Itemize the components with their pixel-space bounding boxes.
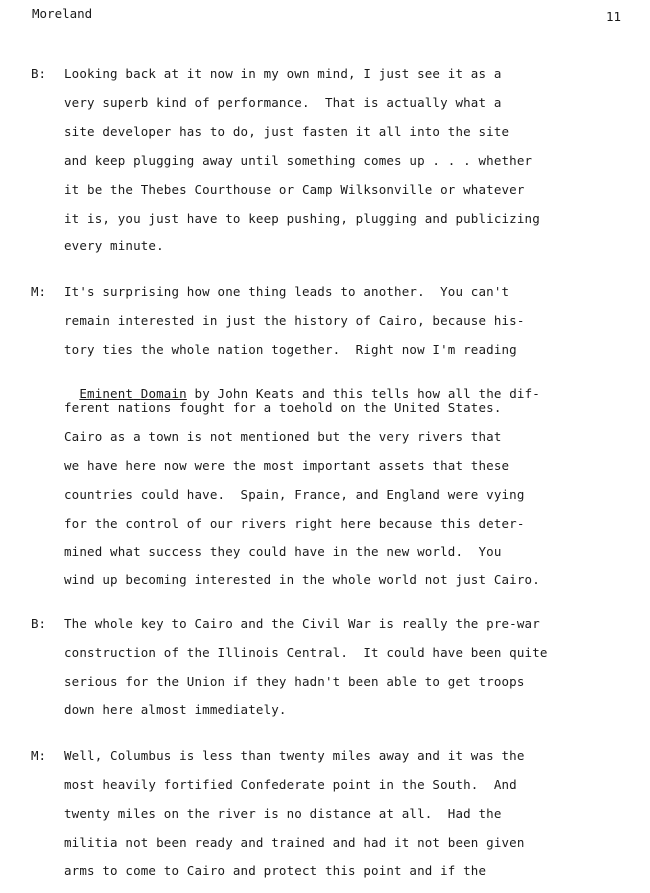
text-line: twenty miles on the river is no distance at all. Had the [64,806,502,821]
page-number: 11 [606,9,622,24]
text-line: remain interested in just the history of Cairo, because his- [64,313,525,328]
speaker-label: M: [31,284,47,299]
text-line: every minute. [64,238,164,253]
text-line: we have here now were the most important assets that these [64,458,510,473]
speaker-label: M: [31,748,47,763]
text-line: and keep plugging away until something comes up . . . whether [64,153,533,168]
text-line: site developer has to do, just fasten it all into the site [64,124,510,139]
text-line: mined what success they could have in the new world. You [64,544,502,559]
text-line: wind up becoming interested in the whole world not just Cairo. [64,572,540,587]
text-line: serious for the Union if they hadn't been able to get troops [64,674,525,689]
text-line: down here almost immediately. [64,702,287,717]
text-line: Looking back at it now in my own mind, I just see it as a [64,66,502,81]
text-line: Eminent Domain by John Keats and this tells how all the dif- [79,386,540,401]
text-line: it be the Thebes Courthouse or Camp Wilksonville or whatever [64,182,525,197]
text-line: construction of the Illinois Central. It could have been quite [64,645,548,660]
text-line: ferent nations fought for a toehold on the United States. [64,400,502,415]
text-line: Well, Columbus is less than twenty miles away and it was the [64,748,525,763]
text-line: It's surprising how one thing leads to another. You can't [64,284,510,299]
text-line: most heavily fortified Confederate point in the South. And [64,777,517,792]
speaker-label: B: [31,66,47,81]
text-line: countries could have. Spain, France, and England were vying [64,487,525,502]
text-line: tory ties the whole nation together. Right now I'm reading [64,342,517,357]
text-line: arms to come to Cairo and protect this point and if the [64,863,487,878]
page-header-name: Moreland [32,6,93,21]
book-title: Eminent Domain [79,386,187,401]
text-line: very superb kind of performance. That is actually what a [64,95,502,110]
text-line: militia not been ready and trained and had it not been given [64,835,525,850]
speaker-label: B: [31,616,47,631]
text-line: for the control of our rivers right here because this deter- [64,516,525,531]
text-line: Cairo as a town is not mentioned but the very rivers that [64,429,502,444]
text-line: The whole key to Cairo and the Civil War is really the pre-war [64,616,540,631]
text-line: it is, you just have to keep pushing, plugging and publicizing [64,211,540,226]
